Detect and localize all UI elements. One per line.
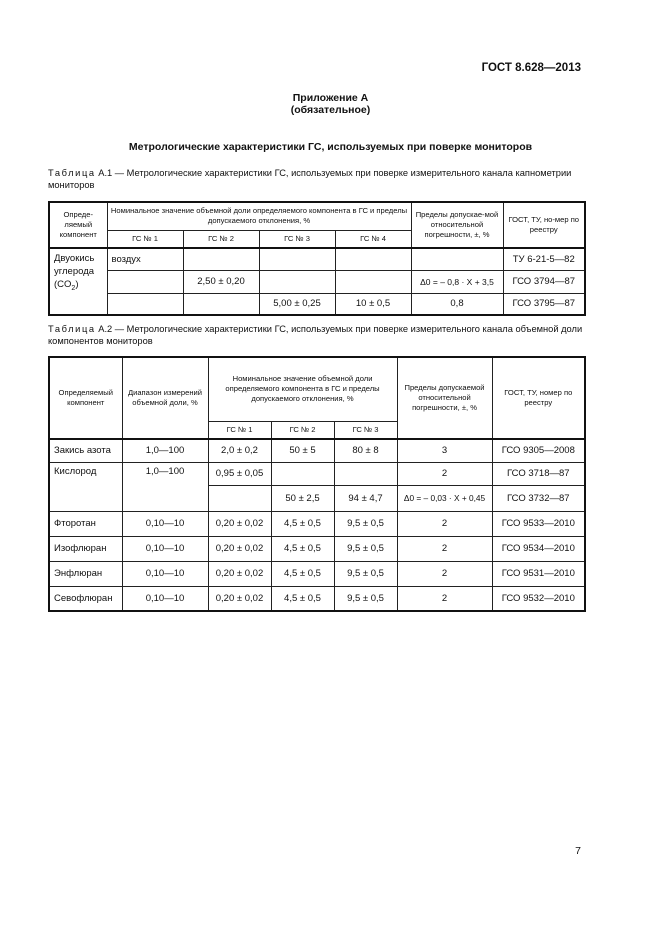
- table-cell: Севофлюран: [49, 586, 122, 611]
- table-cell: ГСО 9533—2010: [492, 511, 585, 536]
- table1-caption-label: Таблица: [48, 168, 96, 178]
- table-cell: 0,10—10: [122, 536, 208, 561]
- table-cell: ГСО 3732—87: [492, 485, 585, 511]
- t1-h-gs1: ГС № 1: [107, 230, 183, 248]
- table2-caption-label: Таблица: [48, 324, 96, 334]
- t2-h-gs2: ГС № 2: [271, 421, 334, 439]
- table-cell: 0,10—10: [122, 586, 208, 611]
- table-cell: Кислород: [49, 462, 122, 511]
- table-cell: [259, 270, 335, 293]
- t2-h-nominal: Номинальное значение объемной доли определяемого компонента в ГС и пределы допускаемого отклонения, %: [208, 357, 397, 421]
- table-cell: 0,8: [411, 293, 503, 315]
- table-cell: [107, 293, 183, 315]
- table1-caption: [48, 167, 588, 191]
- table-cell: [335, 248, 411, 270]
- standard-number: ГОСТ 8.628—2013: [481, 62, 581, 74]
- table-cell: 5,00 ± 0,25: [259, 293, 335, 315]
- table-cell: [259, 248, 335, 270]
- table-cell: ГСО 3794—87: [503, 270, 585, 293]
- table-cell: 50 ± 2,5: [271, 485, 334, 511]
- page-number: 7: [575, 845, 581, 857]
- table-cell: Закись азота: [49, 439, 122, 462]
- table-cell: [107, 270, 183, 293]
- table-cell: 1,0—100: [122, 439, 208, 462]
- table-cell: 2: [397, 462, 492, 485]
- t1-h-gs3: ГС № 3: [259, 230, 335, 248]
- table-cell: 80 ± 8: [334, 439, 397, 462]
- table-cell: 9,5 ± 0,5: [334, 536, 397, 561]
- table-cell: 94 ± 4,7: [334, 485, 397, 511]
- table-cell: [411, 248, 503, 270]
- table2-caption-text: А.2 — Метрологические характеристики ГС, используемых при поверке измерительного канала объемной доли компонентов мониторов: [48, 324, 583, 346]
- table-cell: Фторотан: [49, 511, 122, 536]
- table-cell: ГСО 9531—2010: [492, 561, 585, 586]
- table-cell: [335, 270, 411, 293]
- t1-h-nominal: Номинальное значение объемной доли определяемого компонента в ГС и пределы допускаемого отклонения, %: [107, 202, 411, 230]
- table-cell: Δ0 = – 0,03 · X + 0,45: [397, 485, 492, 511]
- t1-h-gs4: ГС № 4: [335, 230, 411, 248]
- table-cell: 2: [397, 561, 492, 586]
- table-cell: 9,5 ± 0,5: [334, 511, 397, 536]
- table-cell: 9,5 ± 0,5: [334, 561, 397, 586]
- table-cell: 2: [397, 511, 492, 536]
- table-cell: Изофлюран: [49, 536, 122, 561]
- table-cell: [271, 462, 334, 485]
- table-cell: 1,0—100: [122, 462, 208, 511]
- table-cell: ТУ 6-21-5—82: [503, 248, 585, 270]
- table-cell: [208, 485, 271, 511]
- t1-h-component: Опреде-ляемый компонент: [49, 202, 107, 248]
- table-cell: 50 ± 5: [271, 439, 334, 462]
- table-a1: [48, 201, 586, 316]
- table-cell: 9,5 ± 0,5: [334, 586, 397, 611]
- table-cell: 0,20 ± 0,02: [208, 586, 271, 611]
- table-cell: ГСО 9534—2010: [492, 536, 585, 561]
- table-cell: ГСО 9305—2008: [492, 439, 585, 462]
- table-a2: [48, 356, 586, 612]
- table-cell: 0,10—10: [122, 561, 208, 586]
- table-cell: [334, 462, 397, 485]
- t1-h-gs2: ГС № 2: [183, 230, 259, 248]
- t2-h-limits: Пределы допускаемой относительной погрешности, ±, %: [397, 357, 492, 439]
- t2-h-range: Диапазон измерений объемной доли, %: [122, 357, 208, 439]
- table-cell: [183, 248, 259, 270]
- table-cell: 0,95 ± 0,05: [208, 462, 271, 485]
- table-cell: ГСО 3795—87: [503, 293, 585, 315]
- section-title: Метрологические характеристики ГС, используемых при поверке мониторов: [128, 141, 533, 153]
- table-cell: Энфлюран: [49, 561, 122, 586]
- t1-component-sub: 2: [71, 284, 76, 292]
- table-cell: ГСО 9532—2010: [492, 586, 585, 611]
- table-cell: 2,0 ± 0,2: [208, 439, 271, 462]
- table-cell: 3: [397, 439, 492, 462]
- table-cell: 0,20 ± 0,02: [208, 536, 271, 561]
- table-cell: 0,20 ± 0,02: [208, 511, 271, 536]
- table-cell: [183, 293, 259, 315]
- table-cell: Δ0 = – 0,8 · X + 3,5: [411, 270, 503, 293]
- t2-h-gs3: ГС № 3: [334, 421, 397, 439]
- table-cell: 2: [397, 586, 492, 611]
- table-cell: 10 ± 0,5: [335, 293, 411, 315]
- t1-component-end: ): [75, 279, 79, 290]
- table2-caption: [48, 323, 588, 347]
- t2-h-gost: ГОСТ, ТУ, номер по реестру: [492, 357, 585, 439]
- t1-h-gost: ГОСТ, ТУ, но-мер по реестру: [503, 202, 585, 248]
- t2-h-component: Определяемый компонент: [49, 357, 122, 439]
- table1-caption-text: А.1 — Метрологические характеристики ГС, используемых при поверке измерительного канала капнометрии мониторов: [48, 168, 572, 190]
- t1-component: [49, 248, 107, 315]
- table-cell: 0,20 ± 0,02: [208, 561, 271, 586]
- t2-h-gs1: ГС № 1: [208, 421, 271, 439]
- table-cell: 4,5 ± 0,5: [271, 511, 334, 536]
- appendix-note: (обязательное): [290, 104, 371, 116]
- table-cell: 2,50 ± 0,20: [183, 270, 259, 293]
- table-cell: 4,5 ± 0,5: [271, 536, 334, 561]
- table-cell: 0,10—10: [122, 511, 208, 536]
- appendix-title: Приложение А: [292, 92, 369, 104]
- appendix-heading: [0, 92, 661, 116]
- table-cell: воздух: [107, 248, 183, 270]
- t1-component-text: Двуокись углерода (CO: [54, 253, 95, 290]
- table-cell: 4,5 ± 0,5: [271, 561, 334, 586]
- table-cell: ГСО 3718—87: [492, 462, 585, 485]
- t1-h-limits: Пределы допускае-мой относительной погрешности, ±, %: [411, 202, 503, 248]
- table-cell: 2: [397, 536, 492, 561]
- table-cell: 4,5 ± 0,5: [271, 586, 334, 611]
